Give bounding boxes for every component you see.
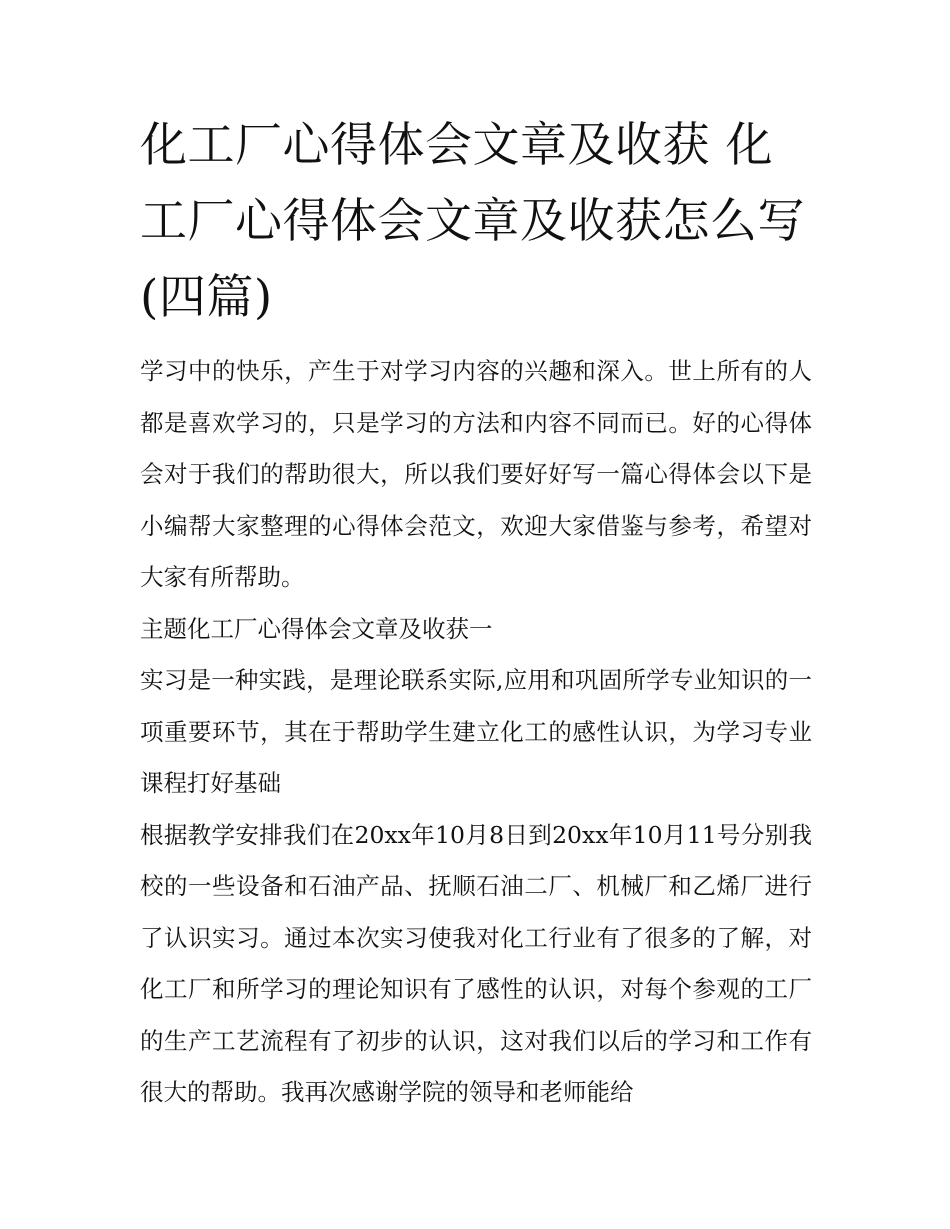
body-paragraph: 实习是一种实践，是理论联系实际,应用和巩固所学专业知识的一项重要环节，其在于帮助学生建立化工的感性认识，为学习专业课程打好基础 — [140, 666, 812, 797]
document-title: 化工厂心得体会文章及收获 化工厂心得体会文章及收获怎么写(四篇) — [140, 118, 805, 325]
intro-paragraph: 学习中的快乐，产生于对学习内容的兴趣和深入。世上所有的人都是喜欢学习的，只是学习的方法和内容不同而已。好的心得体会对于我们的帮助很大，所以我们要好好写一篇心得体会以下是小编帮大家整理的心得体会范文，欢迎大家借鉴与参考，希望对大家有所帮助。 — [140, 357, 812, 591]
section-heading: 主题化工厂心得体会文章及收获一 — [140, 614, 493, 643]
body-paragraph: 根据教学安排我们在20xx年10月8日到20xx年10月11号分别我校的一些设备和石油产品、抚顺石油二厂、机械厂和乙烯厂进行了认识实习。通过本次实习使我对化工行业有了很多的了解，对化工厂和所学习的理论知识有了感性的认识，对每个参观的工厂的生产工艺流程有了初步的认识，这对我们以后的学习和工作有很大的帮助。我再次感谢学院的领导和老师能给 — [140, 820, 812, 1106]
document-body — [140, 108, 812, 1119]
